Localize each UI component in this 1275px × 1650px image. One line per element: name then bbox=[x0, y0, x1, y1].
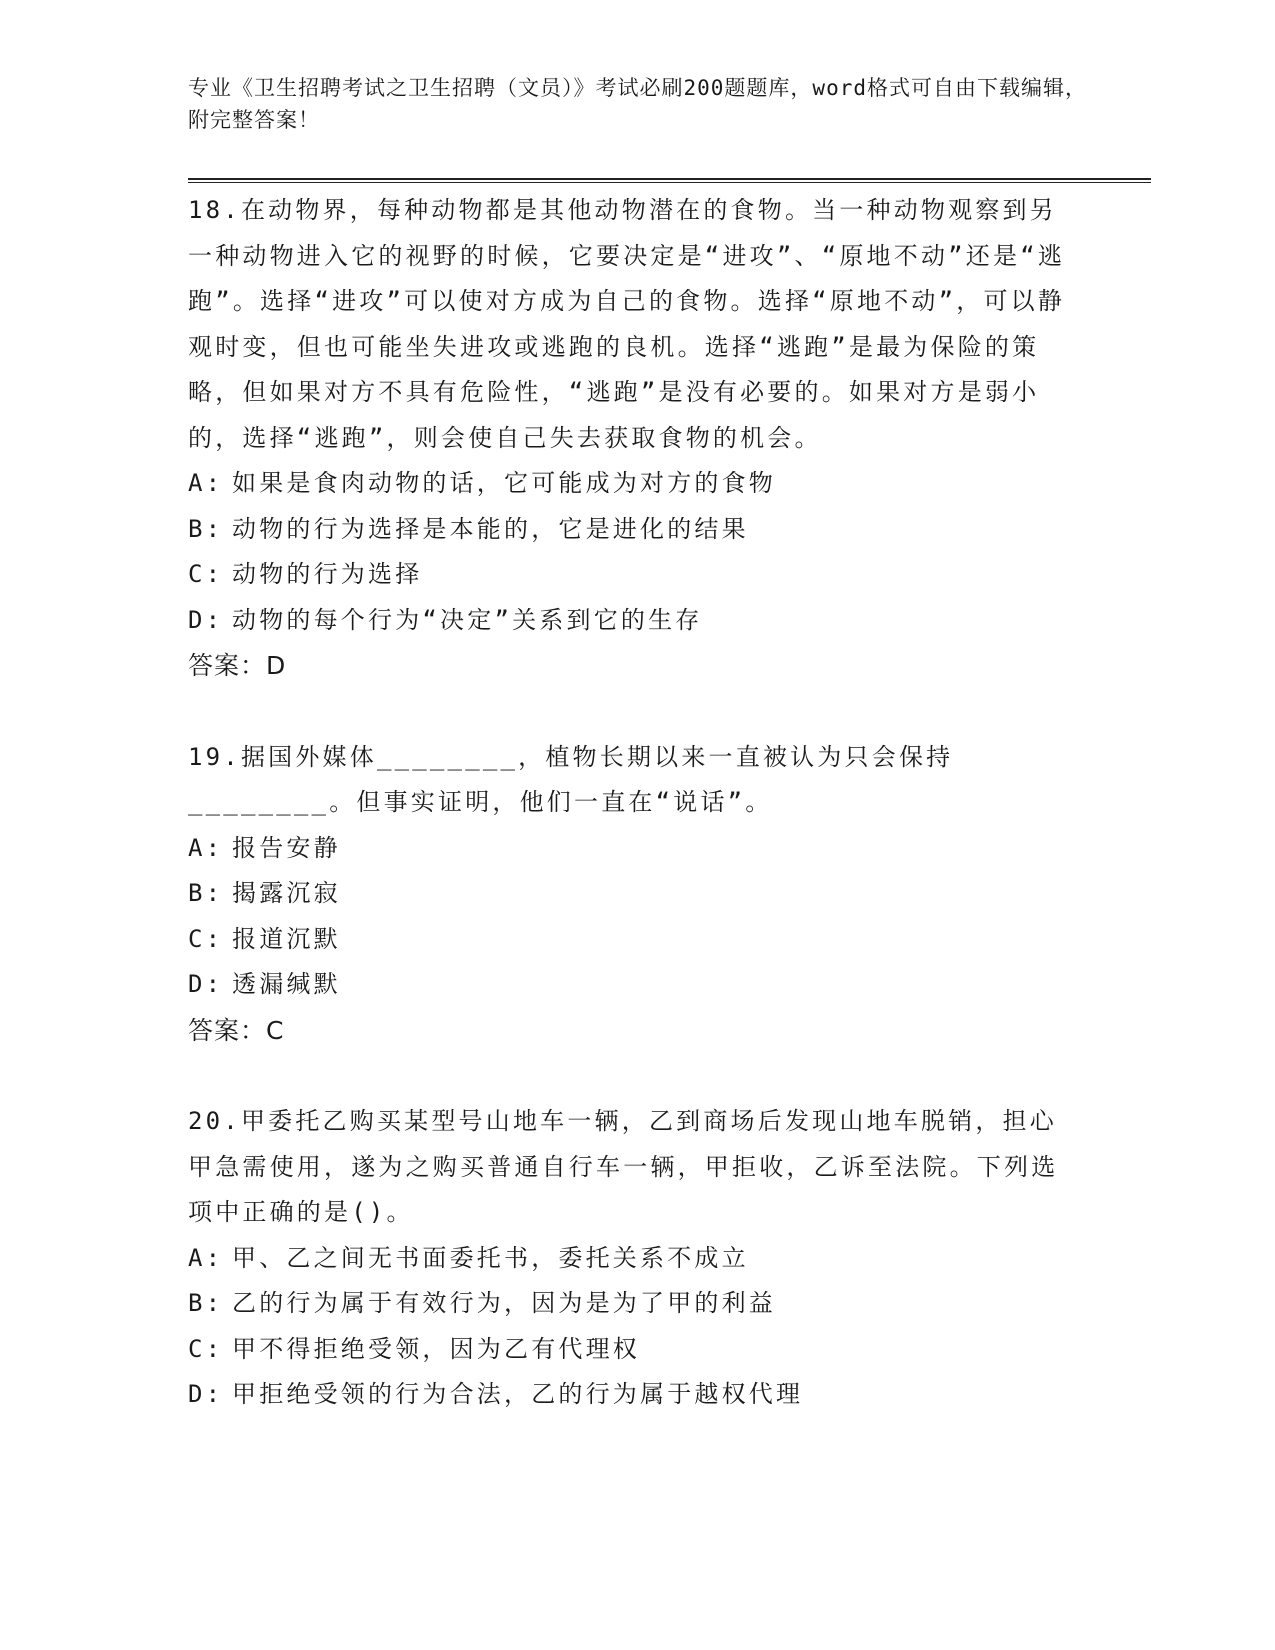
option-text: 揭露沉寂 bbox=[232, 879, 341, 907]
question-18 bbox=[188, 188, 1068, 689]
option-d bbox=[188, 598, 1068, 644]
option-text: 动物的行为选择是本能的，它是进化的结果 bbox=[232, 514, 749, 543]
answer-label: 答案：C bbox=[188, 1015, 285, 1045]
question-20 bbox=[188, 1099, 1068, 1418]
option-text: 如果是食肉动物的话，它可能成为对方的食物 bbox=[232, 469, 776, 497]
option-letter: A: bbox=[188, 1243, 224, 1272]
option-c bbox=[188, 917, 1068, 963]
option-letter: A: bbox=[188, 833, 224, 862]
question-text: 甲委托乙购买某型号山地车一辆，乙到商场后发现山地车脱销，担心甲急需使用，遂为之购买普通自行车一辆，甲拒收，乙诉至法院。下列选项中正确的是()。 bbox=[188, 1107, 1059, 1226]
option-letter: B: bbox=[188, 514, 224, 543]
option-c bbox=[188, 552, 1068, 598]
option-text: 透漏缄默 bbox=[232, 970, 341, 998]
question-stem bbox=[188, 735, 1068, 826]
option-text: 报告安静 bbox=[232, 833, 341, 862]
option-letter: C: bbox=[188, 560, 224, 588]
option-c bbox=[188, 1327, 1068, 1373]
question-spacer bbox=[188, 1053, 1068, 1099]
page-header bbox=[188, 72, 1088, 136]
option-text: 甲、乙之间无书面委托书，委托关系不成立 bbox=[232, 1243, 749, 1272]
question-spacer bbox=[188, 689, 1068, 735]
question-stem bbox=[188, 1099, 1068, 1236]
option-text: 甲拒绝受领的行为合法，乙的行为属于越权代理 bbox=[232, 1380, 804, 1408]
option-letter: A: bbox=[188, 469, 224, 497]
option-letter: B: bbox=[188, 1289, 224, 1317]
header-title: 专业《卫生招聘考试之卫生招聘（文员）》考试必刷200题题库，word格式可自由下载编辑，附完整答案！ bbox=[188, 76, 1087, 132]
option-text: 动物的每个行为“决定”关系到它的生存 bbox=[232, 605, 703, 634]
option-letter: D: bbox=[188, 605, 224, 634]
question-stem bbox=[188, 188, 1068, 461]
option-letter: C: bbox=[188, 924, 224, 953]
option-letter: C: bbox=[188, 1334, 224, 1363]
option-d bbox=[188, 1372, 1068, 1418]
option-a bbox=[188, 1236, 1068, 1282]
option-text: 甲不得拒绝受领，因为乙有代理权 bbox=[232, 1334, 640, 1363]
option-b bbox=[188, 507, 1068, 553]
question-number: 19. bbox=[188, 742, 241, 771]
question-number: 18. bbox=[188, 196, 241, 224]
question-list bbox=[188, 188, 1068, 1418]
option-letter: B: bbox=[188, 879, 224, 907]
question-text: 据国外媒体________，植物长期以来一直被认为只会保持________。但事实证明，他们一直在“说话”。 bbox=[188, 742, 954, 816]
answer-label: 答案：D bbox=[188, 651, 287, 680]
question-text: 在动物界，每种动物都是其他动物潜在的食物。当一种动物观察到另一种动物进入它的视野的时候，它要决定是“进攻”、“原地不动”还是“逃跑”。选择“进攻”可以使对方成为自己的食物。选择“原地不动”，可以静观时变，但也可能坐失进攻或逃跑的良机。选择“逃跑”是最为保险的策略，但如果对方不具有危险性，“逃跑”是没有必要的。如果对方是弱小的，选择“逃跑”，则会使自己失去获取食物的机会。 bbox=[188, 196, 1066, 452]
question-19 bbox=[188, 735, 1068, 1054]
header-divider bbox=[188, 178, 1151, 183]
option-a bbox=[188, 461, 1068, 507]
option-text: 动物的行为选择 bbox=[232, 560, 423, 588]
option-text: 乙的行为属于有效行为，因为是为了甲的利益 bbox=[232, 1289, 776, 1317]
option-b bbox=[188, 1281, 1068, 1327]
option-d bbox=[188, 962, 1068, 1008]
option-letter: D: bbox=[188, 970, 224, 998]
option-a bbox=[188, 826, 1068, 872]
option-b bbox=[188, 871, 1068, 917]
question-number: 20. bbox=[188, 1107, 241, 1135]
option-letter: D: bbox=[188, 1380, 224, 1408]
option-text: 报道沉默 bbox=[232, 924, 341, 953]
